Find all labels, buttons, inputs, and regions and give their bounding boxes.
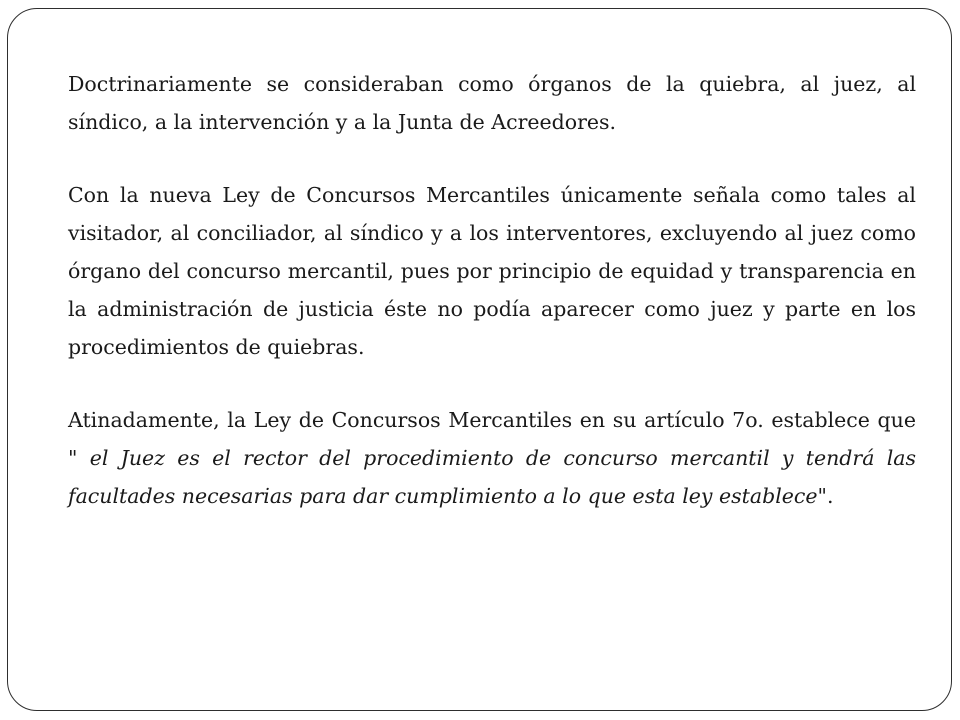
quoted-article-text: el Juez es el rector del procedimiento de concurso mercantil y tendrá las facultades necesarias para dar cumplimiento a lo que esta ley establece: [68, 446, 916, 508]
paragraph-articulo-7: [68, 401, 916, 515]
slide-body: [68, 65, 916, 515]
paragraph-organos-doctrina: Doctrinariamente se consideraban como órganos de la quiebra, al juez, al síndico, a la intervención y a la Junta de Acreedores.: [68, 72, 916, 134]
paragraph-nueva-ley: Con la nueva Ley de Concursos Mercantiles únicamente señala como tales al visitador, al conciliador, al síndico y a los interventores, excluyendo al juez como órgano del concurso mercantil, pues por principio de equidad y transparencia en la administración de justicia éste no podía aparecer como juez y parte en los procedimientos de quiebras.: [68, 183, 916, 359]
slide-frame: [7, 8, 952, 711]
paragraph-articulo-7-closing: ".: [817, 484, 834, 508]
paragraph-articulo-7-intro: Atinadamente, la Ley de Concursos Mercantiles en su artículo 7o. establece que ": [68, 408, 916, 470]
